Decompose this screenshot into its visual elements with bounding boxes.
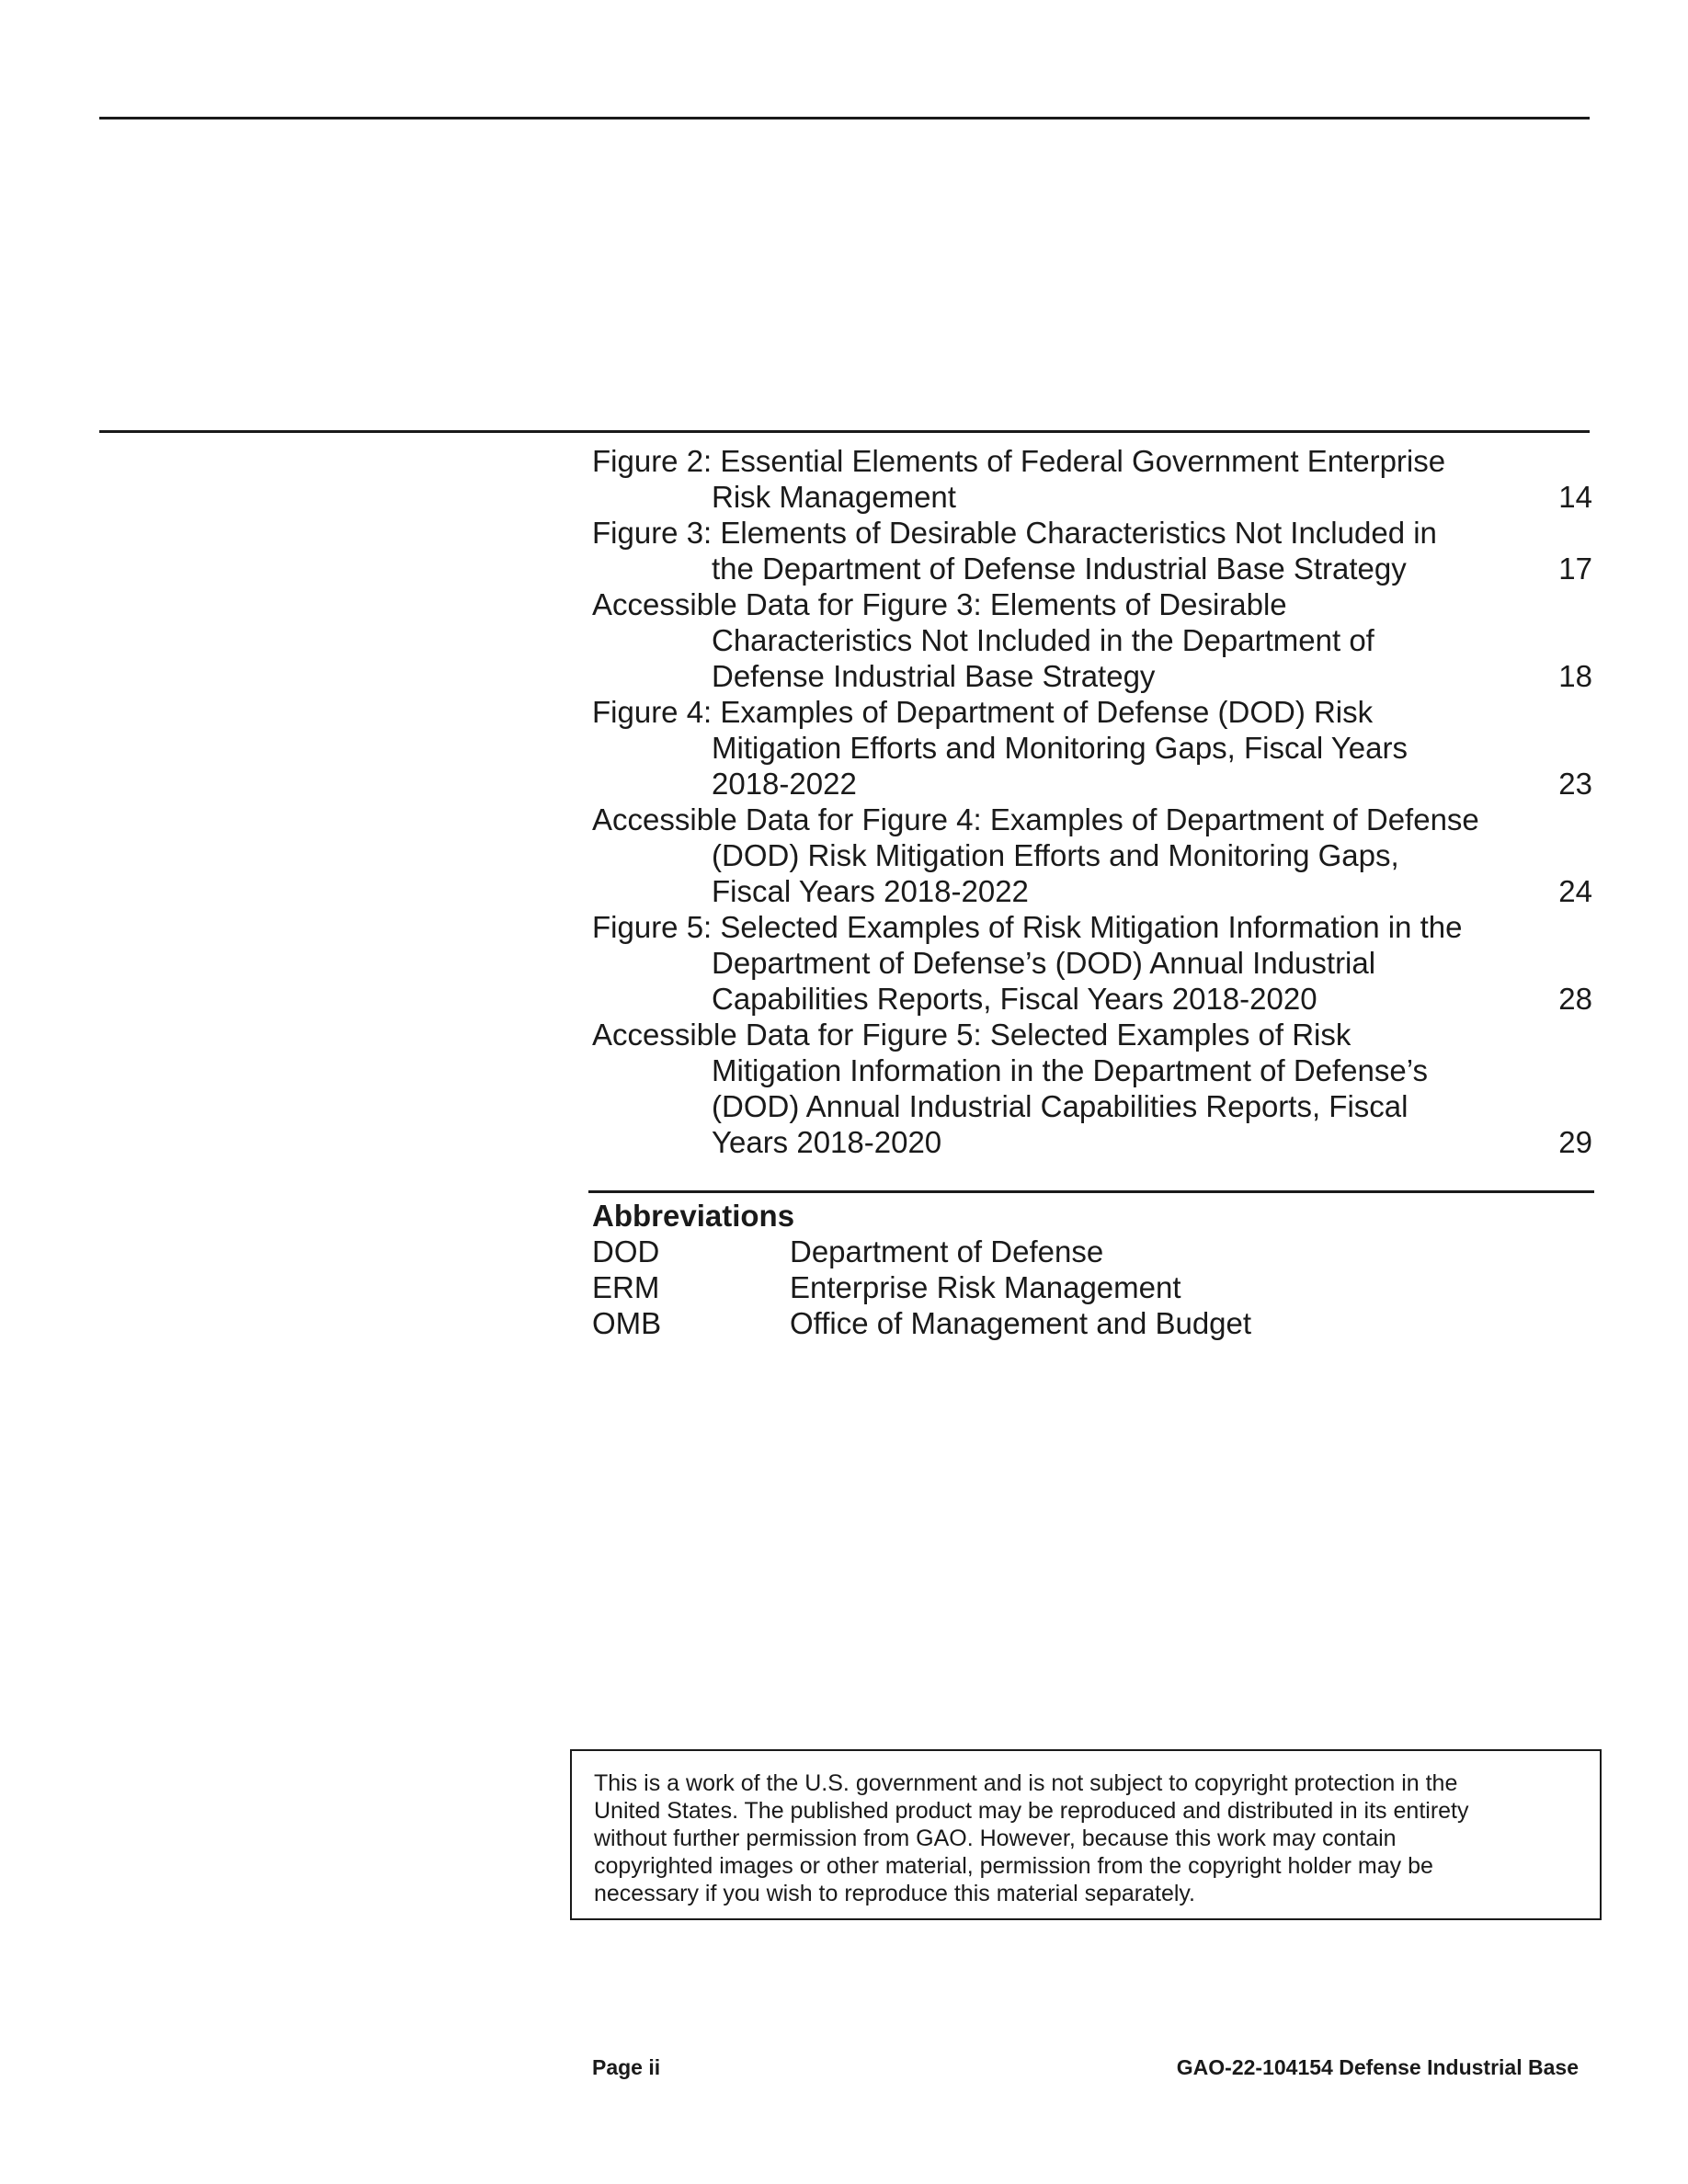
abbreviations-heading: Abbreviations xyxy=(592,1199,795,1233)
toc-entry-title: Figure 3: Elements of Desirable Characteristics Not Included in xyxy=(592,516,1437,550)
toc-page-number: 23 xyxy=(1558,767,1592,801)
toc-entry[interactable] xyxy=(592,443,1594,515)
toc-entry[interactable] xyxy=(592,586,1594,694)
toc-entry-title: Accessible Data for Figure 3: Elements of Desirable xyxy=(592,587,1287,621)
toc-page-number: 29 xyxy=(1558,1125,1592,1159)
toc-entry-title: Accessible Data for Figure 5: Selected Examples of Risk xyxy=(592,1018,1352,1052)
abbreviation-row xyxy=(592,1305,1594,1341)
abbreviations-rule xyxy=(588,1190,1594,1193)
abbreviation-term: OMB xyxy=(592,1306,662,1340)
toc-entry-title: Accessible Data for Figure 4: Examples of Department of Defense xyxy=(592,802,1479,836)
top-rule xyxy=(99,117,1590,119)
toc-entry-title: (DOD) Annual Industrial Capabilities Reports, Fiscal xyxy=(712,1089,1409,1123)
abbreviations-section xyxy=(592,1198,1594,1341)
toc-entry-title: Department of Defense’s (DOD) Annual Industrial xyxy=(712,946,1376,980)
abbreviation-definition: Office of Management and Budget xyxy=(790,1306,1252,1340)
section-rule xyxy=(99,430,1590,433)
toc-entry-title: Defense Industrial Base Strategy xyxy=(712,659,1156,693)
toc-entry-title: Figure 4: Examples of Department of Defense (DOD) Risk xyxy=(592,695,1374,729)
footer-report-title: GAO-22-104154 Defense Industrial Base xyxy=(1176,2055,1579,2079)
toc-entry-title: Characteristics Not Included in the Department of xyxy=(712,623,1374,657)
toc-entry-title: Capabilities Reports, Fiscal Years 2018-2020 xyxy=(712,982,1317,1016)
toc-entry[interactable] xyxy=(592,802,1594,909)
toc-entry-title: Mitigation Efforts and Monitoring Gaps, Fiscal Years xyxy=(712,731,1408,765)
toc-page-number: 18 xyxy=(1558,659,1592,693)
toc-entry[interactable] xyxy=(592,694,1594,802)
toc-entry-title: Fiscal Years 2018-2022 xyxy=(712,874,1029,908)
toc-entry-title: Figure 2: Essential Elements of Federal Government Enterprise xyxy=(592,444,1446,478)
toc-page-number: 17 xyxy=(1558,552,1592,586)
toc-entry-title: 2018-2022 xyxy=(712,767,857,801)
copyright-notice-line: without further permission from GAO. However, because this work may contain xyxy=(594,1826,1397,1851)
toc-page-number: 24 xyxy=(1558,874,1592,908)
abbreviation-definition: Enterprise Risk Management xyxy=(790,1270,1181,1304)
toc-entry-title: Figure 5: Selected Examples of Risk Mitigation Information in the xyxy=(592,910,1463,944)
toc-entry[interactable] xyxy=(592,909,1594,1017)
toc-entry-title: Years 2018-2020 xyxy=(712,1125,942,1159)
abbreviation-row xyxy=(592,1269,1594,1305)
toc-entry-title: Risk Management xyxy=(712,480,956,514)
toc-entry-title: the Department of Defense Industrial Base Strategy xyxy=(712,552,1407,586)
abbreviation-term: ERM xyxy=(592,1270,660,1304)
footer-page-label: Page ii xyxy=(592,2055,661,2079)
copyright-notice-line: copyrighted images or other material, permission from the copyright holder may be xyxy=(594,1853,1433,1879)
copyright-notice-line: United States. The published product may be reproduced and distributed in its entirety xyxy=(594,1798,1469,1824)
toc-entry[interactable] xyxy=(592,1017,1594,1160)
toc-page-number: 14 xyxy=(1558,480,1592,514)
toc-entry-title: Mitigation Information in the Department of Defense’s xyxy=(712,1053,1428,1087)
toc-page-number: 28 xyxy=(1558,982,1592,1016)
toc-entry-title: (DOD) Risk Mitigation Efforts and Monitoring Gaps, xyxy=(712,838,1399,872)
abbreviation-term: DOD xyxy=(592,1234,660,1268)
toc-entry[interactable] xyxy=(592,515,1594,586)
table-of-figures xyxy=(592,443,1594,1160)
abbreviation-definition: Department of Defense xyxy=(790,1234,1104,1268)
copyright-notice-line: This is a work of the U.S. government and is not subject to copyright protection in the xyxy=(594,1770,1458,1796)
copyright-notice-line: necessary if you wish to reproduce this material separately. xyxy=(594,1881,1196,1906)
abbreviation-row xyxy=(592,1234,1594,1269)
copyright-notice-box xyxy=(570,1749,1602,1920)
